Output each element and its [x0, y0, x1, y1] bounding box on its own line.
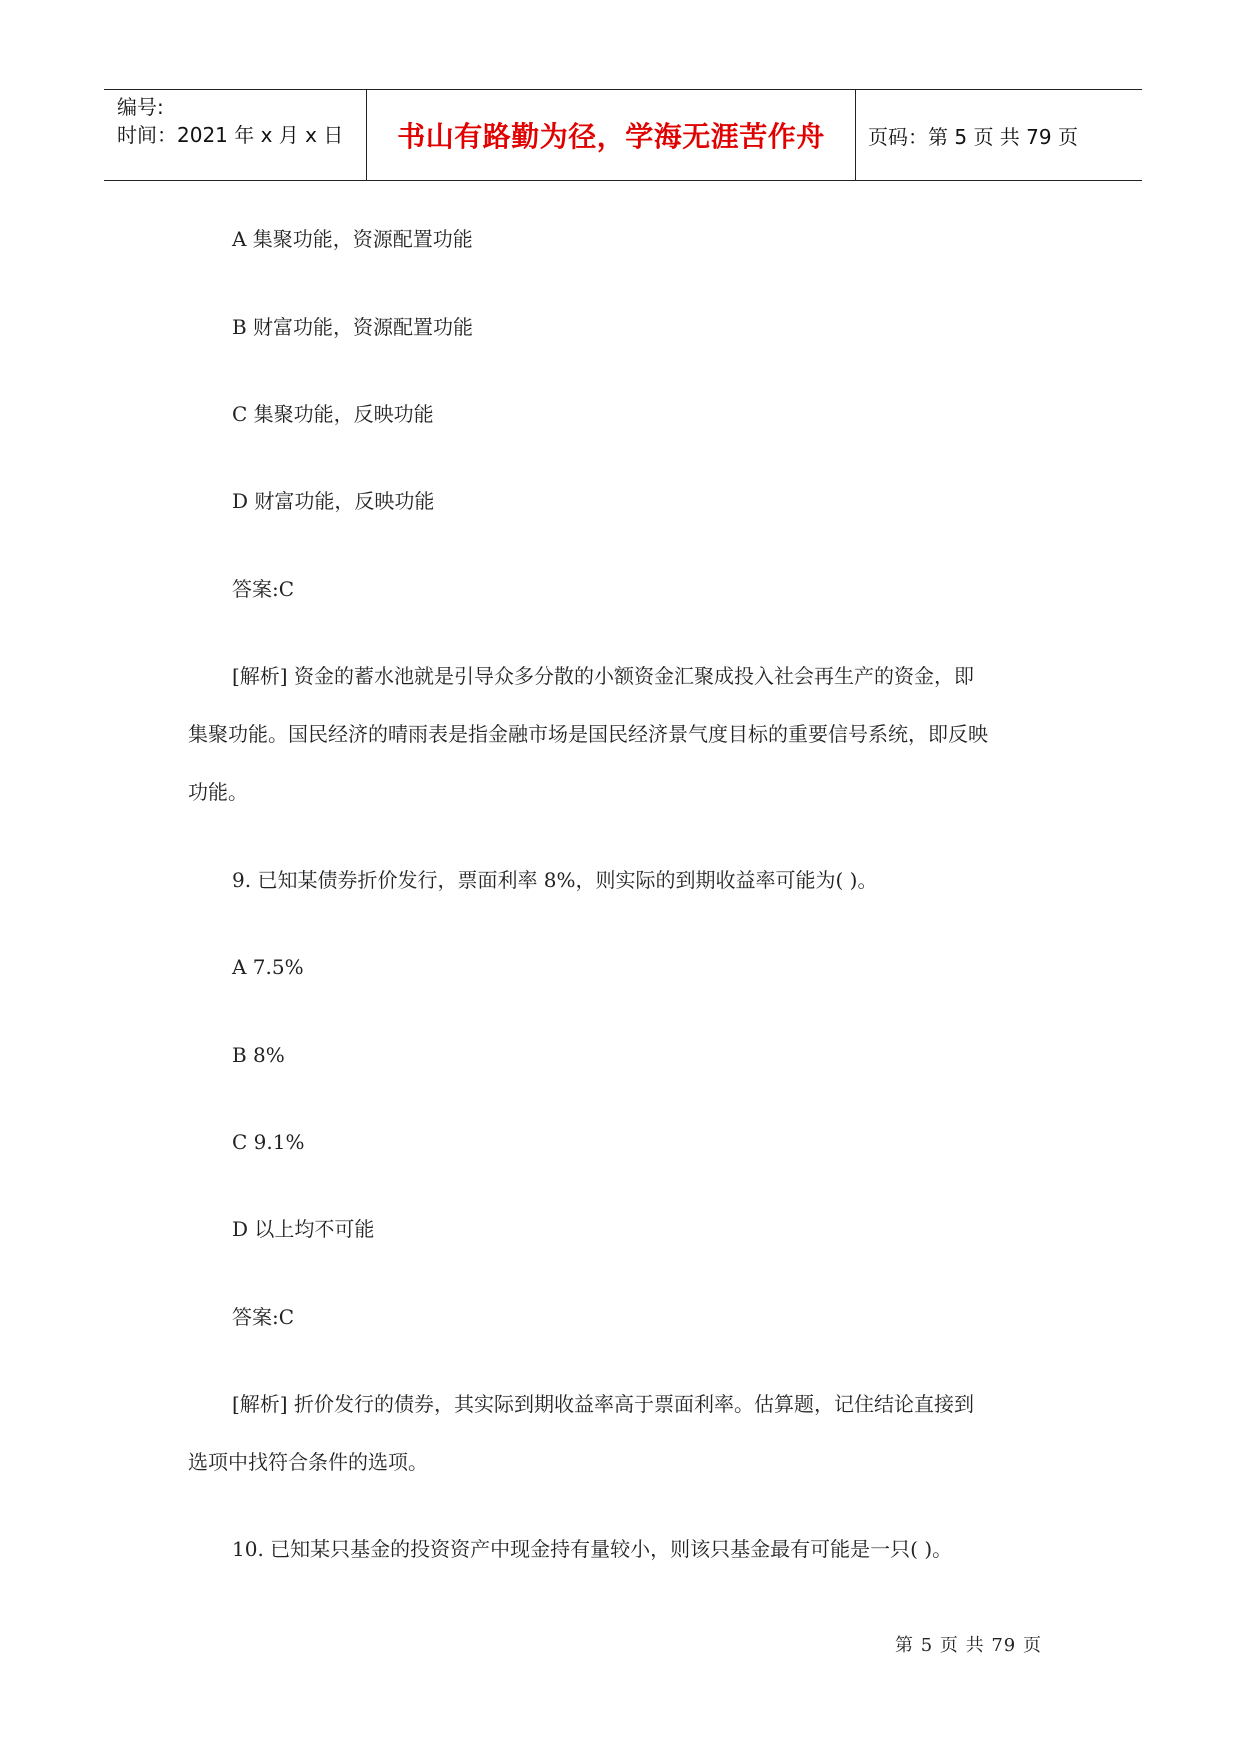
q9-question: 9. 已知某债券折价发行，票面利率 8%，则实际的到期收益率可能为( )。 — [232, 868, 878, 892]
q10-question: 10. 已知某只基金的投资资产中现金持有量较小，则该只基金最有可能是一只( )。 — [232, 1537, 953, 1561]
q9-option-d: D 以上均不可能 — [232, 1217, 375, 1241]
header-motto: 书山有路勤为径，学海无涯苦作舟 — [367, 90, 856, 180]
q8-option-c: C 集聚功能，反映功能 — [232, 402, 434, 426]
q9-option-a: A 7.5% — [232, 955, 304, 979]
q8-analysis-line: 集聚功能。国民经济的晴雨表是指金融市场是国民经济景气度目标的重要信号系统，即反映 — [188, 722, 988, 746]
q8-answer: 答案:C — [232, 577, 295, 601]
page-header — [104, 89, 1142, 181]
header-time-label: 时间：2021 年 x 月 x 日 — [117, 123, 344, 147]
q9-option-c: C 9.1% — [232, 1130, 305, 1154]
q9-analysis-line: [解析] 折价发行的债券，其实际到期收益率高于票面利率。估算题，记住结论直接到 — [232, 1392, 974, 1416]
header-number-label: 编号: — [117, 95, 164, 119]
q9-option-b: B 8% — [232, 1043, 285, 1067]
q8-analysis-line: [解析] 资金的蓄水池就是引导众多分散的小额资金汇聚成投入社会再生产的资金，即 — [232, 664, 974, 688]
q9-answer: 答案:C — [232, 1305, 295, 1329]
q8-option-d: D 财富功能，反映功能 — [232, 489, 435, 513]
page-footer: 第 5 页 共 79 页 — [895, 1635, 1042, 1656]
q8-analysis-line: 功能。 — [188, 780, 248, 804]
q9-analysis-line: 选项中找符合条件的选项。 — [188, 1450, 428, 1474]
header-meta — [104, 90, 367, 180]
q8-option-b: B 财富功能，资源配置功能 — [232, 315, 474, 339]
header-page-code: 页码：第 5 页 共 79 页 — [868, 124, 1078, 149]
q8-option-a: A 集聚功能，资源配置功能 — [232, 227, 473, 251]
